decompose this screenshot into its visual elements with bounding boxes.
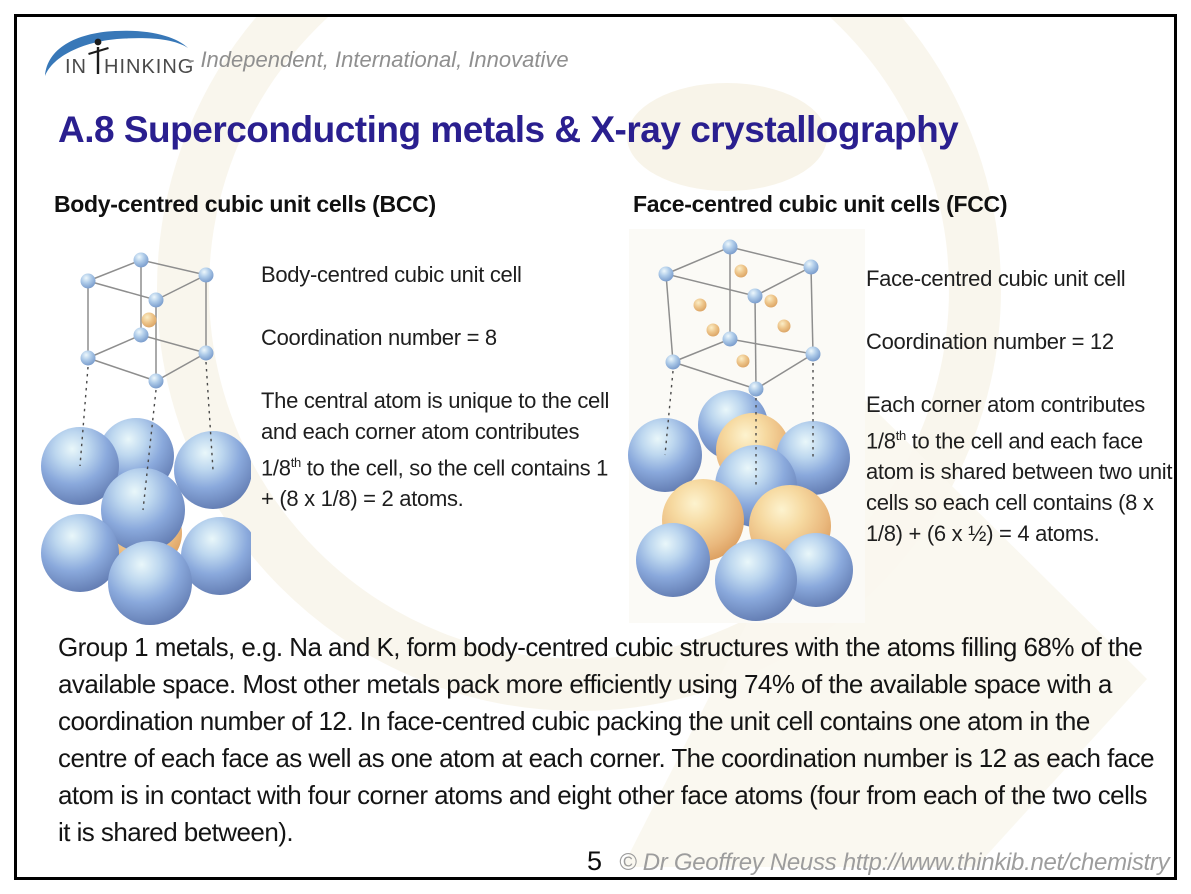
- bcc-coordination: Coordination number = 8: [261, 325, 497, 350]
- logo-tagline: - Independent, International, Innovative: [187, 47, 569, 72]
- fcc-description-text: Each corner atom contributes 1/8: [866, 392, 1145, 454]
- bcc-description-text-2: to the cell, so the cell contains 1 + (8 x 1/8) = 2 atoms.: [261, 455, 609, 512]
- bcc-description: [261, 385, 613, 514]
- fcc-packing-spheres: [628, 390, 853, 621]
- fcc-caption: Face-centred cubic unit cell: [866, 266, 1126, 291]
- bcc-unit-cell-figure: [41, 235, 251, 625]
- fcc-description: [866, 389, 1177, 549]
- bcc-packing-spheres: [41, 418, 251, 625]
- summary-paragraph: Group 1 metals, e.g. Na and K, form body-centred cubic structures with the atoms filling 68% of the available space. Most other metals pack more efficiently using 74% of the available space with a coordination number of 12. In face-centred cubic packing the unit cell contains one atom in the centre of each face as well as one atom at each corner. The coordination number is 12 as each face atom is in contact with four corner atoms and eight other face atoms (four from each of the two cells it is shared between).: [58, 632, 1155, 847]
- bcc-description-text: The central atom is unique to the cell and each corner atom contributes 1/8: [261, 388, 610, 481]
- inthinking-logo: [37, 27, 197, 87]
- fcc-unit-cell-figure: [621, 235, 853, 625]
- page-number: 5: [587, 846, 603, 876]
- bcc-caption: Body-centred cubic unit cell: [261, 262, 522, 287]
- logo-text-in: IN: [65, 56, 87, 78]
- fcc-description-text-2: to the cell and each face atom is shared between two unit cells so each cell contains (8 x 1/8) + (6 x ½) = 4 atoms.: [866, 428, 1173, 547]
- logo-text-hinking: HINKING: [104, 56, 195, 78]
- fcc-face-atoms: [694, 265, 791, 368]
- bcc-heading: Body-centred cubic unit cells (BCC): [54, 191, 436, 217]
- fcc-coordination: Coordination number = 12: [866, 329, 1114, 354]
- page-title: A.8 Superconducting metals & X-ray crystallography: [58, 109, 959, 150]
- fcc-text-column: [866, 263, 1177, 549]
- slide-frame: [14, 14, 1177, 880]
- bcc-centre-atom: [142, 313, 157, 328]
- fcc-superscript: th: [895, 428, 906, 443]
- bcc-text-column: [261, 259, 613, 514]
- copyright-line: © Dr Geoffrey Neuss http://www.thinkib.net/chemistry: [619, 849, 1170, 876]
- fcc-heading: Face-centred cubic unit cells (FCC): [633, 191, 1008, 217]
- bcc-superscript: th: [290, 455, 301, 470]
